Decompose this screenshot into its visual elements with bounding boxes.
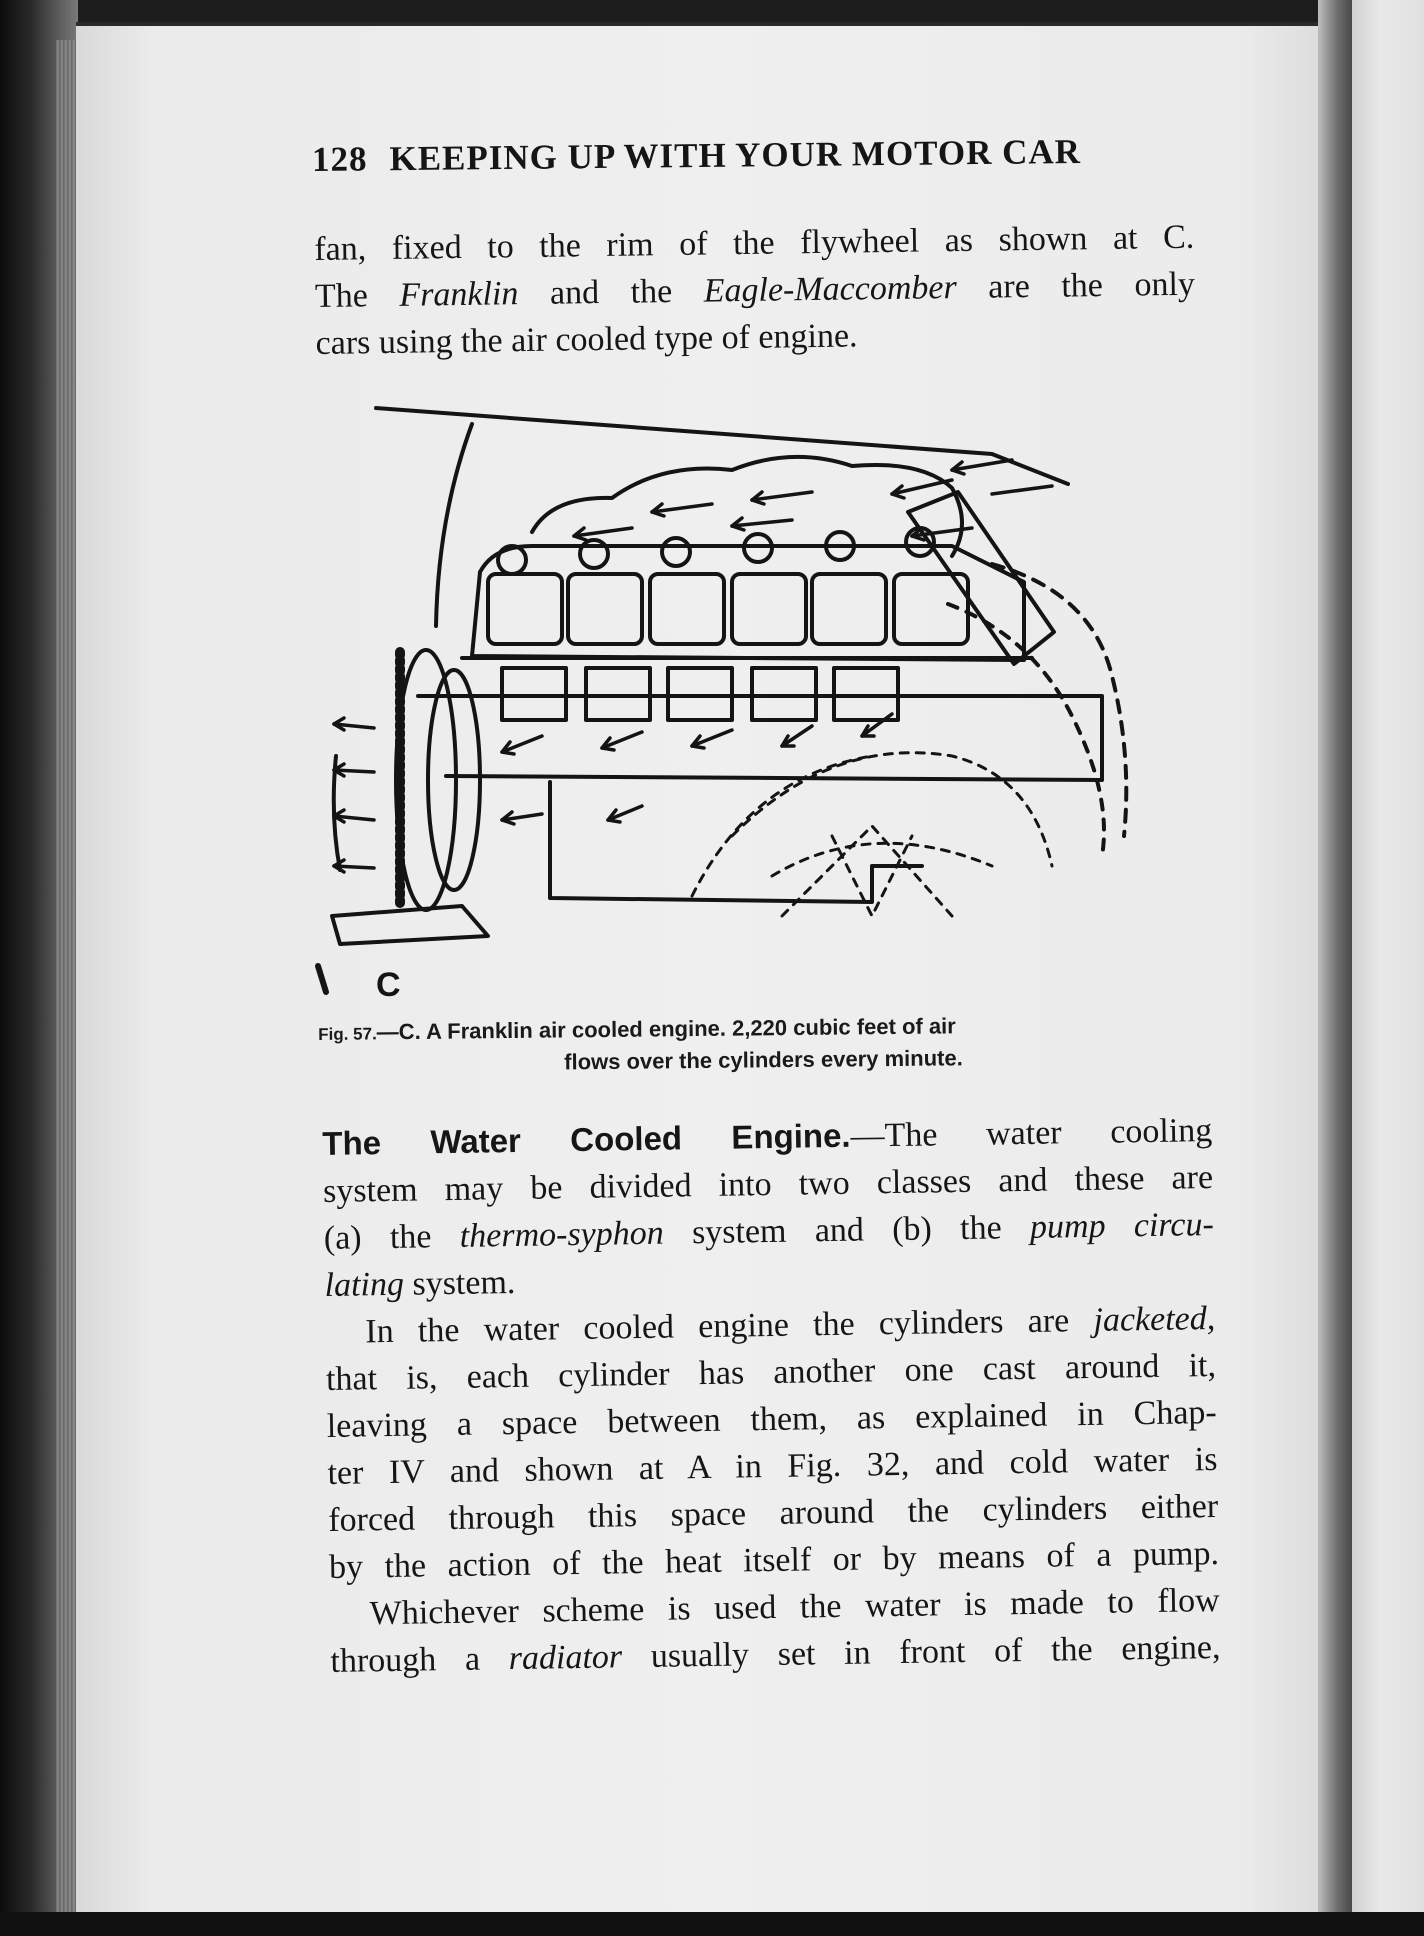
text-line: that is, each cylinder has another one cast around it,: [325, 1346, 1217, 1398]
pointer-mark: [318, 966, 326, 992]
caption-text: —C. A Franklin air cooled engine. 2,220 cubic feet of air: [376, 1013, 956, 1045]
valve-caps: [498, 528, 934, 574]
text-line: cars using the air cooled type of engine.: [315, 317, 858, 362]
italic-run: thermo-syphon: [459, 1214, 665, 1255]
cylinders: [488, 574, 968, 644]
hood-side: [436, 424, 472, 626]
text-run: The: [314, 276, 400, 315]
base-plate: [332, 906, 488, 944]
italic-run: pump circu-: [1029, 1206, 1215, 1246]
text-line: leaving a space between them, as explained in Chap-: [326, 1393, 1217, 1445]
text-run: usually set in front of the engine,: [621, 1628, 1221, 1676]
text-run: —The water cooling: [850, 1112, 1213, 1155]
text-run: In the water cooled engine the cylinders are: [365, 1301, 1094, 1351]
text-run: are the only: [956, 265, 1196, 307]
running-title: KEEPING UP WITH YOUR MOTOR CAR: [389, 131, 1082, 179]
text-line: system may be divided into two classes and these are: [322, 1159, 1214, 1210]
italic-run: Franklin: [399, 275, 519, 314]
text-run: and the: [518, 272, 704, 313]
top-paragraph: [314, 214, 1196, 367]
text-run: system and (b) the: [663, 1208, 1031, 1252]
engine-illustration: [312, 396, 1212, 1006]
text-run: system.: [403, 1263, 516, 1303]
fan-housing: [992, 564, 1126, 836]
text-line: fan, fixed to the rim of the flywheel as shown at C.: [314, 218, 1195, 268]
text-line: by the action of the heat itself or by means of a pump.: [328, 1534, 1220, 1586]
italic-run: lating: [324, 1265, 405, 1304]
italic-run: radiator: [508, 1638, 623, 1678]
text-line: forced through this space around the cylinders either: [328, 1487, 1219, 1539]
italic-run: jacketed,: [1093, 1299, 1216, 1339]
figure-number: Fig. 57.: [318, 1024, 377, 1044]
section-heading: The Water Cooled Engine.: [322, 1116, 851, 1162]
bottom-edge: [0, 1912, 1424, 1936]
text-run: through a: [330, 1640, 510, 1680]
figure-caption: [318, 1009, 1209, 1080]
page-number: 128: [311, 139, 368, 179]
italic-run: Eagle-Maccomber: [703, 269, 957, 310]
figure-letter-c: C: [376, 966, 401, 1004]
next-page-edge: [1352, 0, 1424, 1936]
caption-line: flows over the cylinders every minute.: [564, 1045, 963, 1075]
text-line: Whichever scheme is used the water is made to flow: [369, 1581, 1220, 1633]
oil-pan: [550, 782, 922, 902]
crankcase: [418, 696, 1102, 780]
text-run: (a) the: [323, 1217, 461, 1257]
text-line: ter IV and shown at A in Fig. 32, and cold water is: [327, 1440, 1218, 1492]
body-text: [322, 1106, 1221, 1685]
